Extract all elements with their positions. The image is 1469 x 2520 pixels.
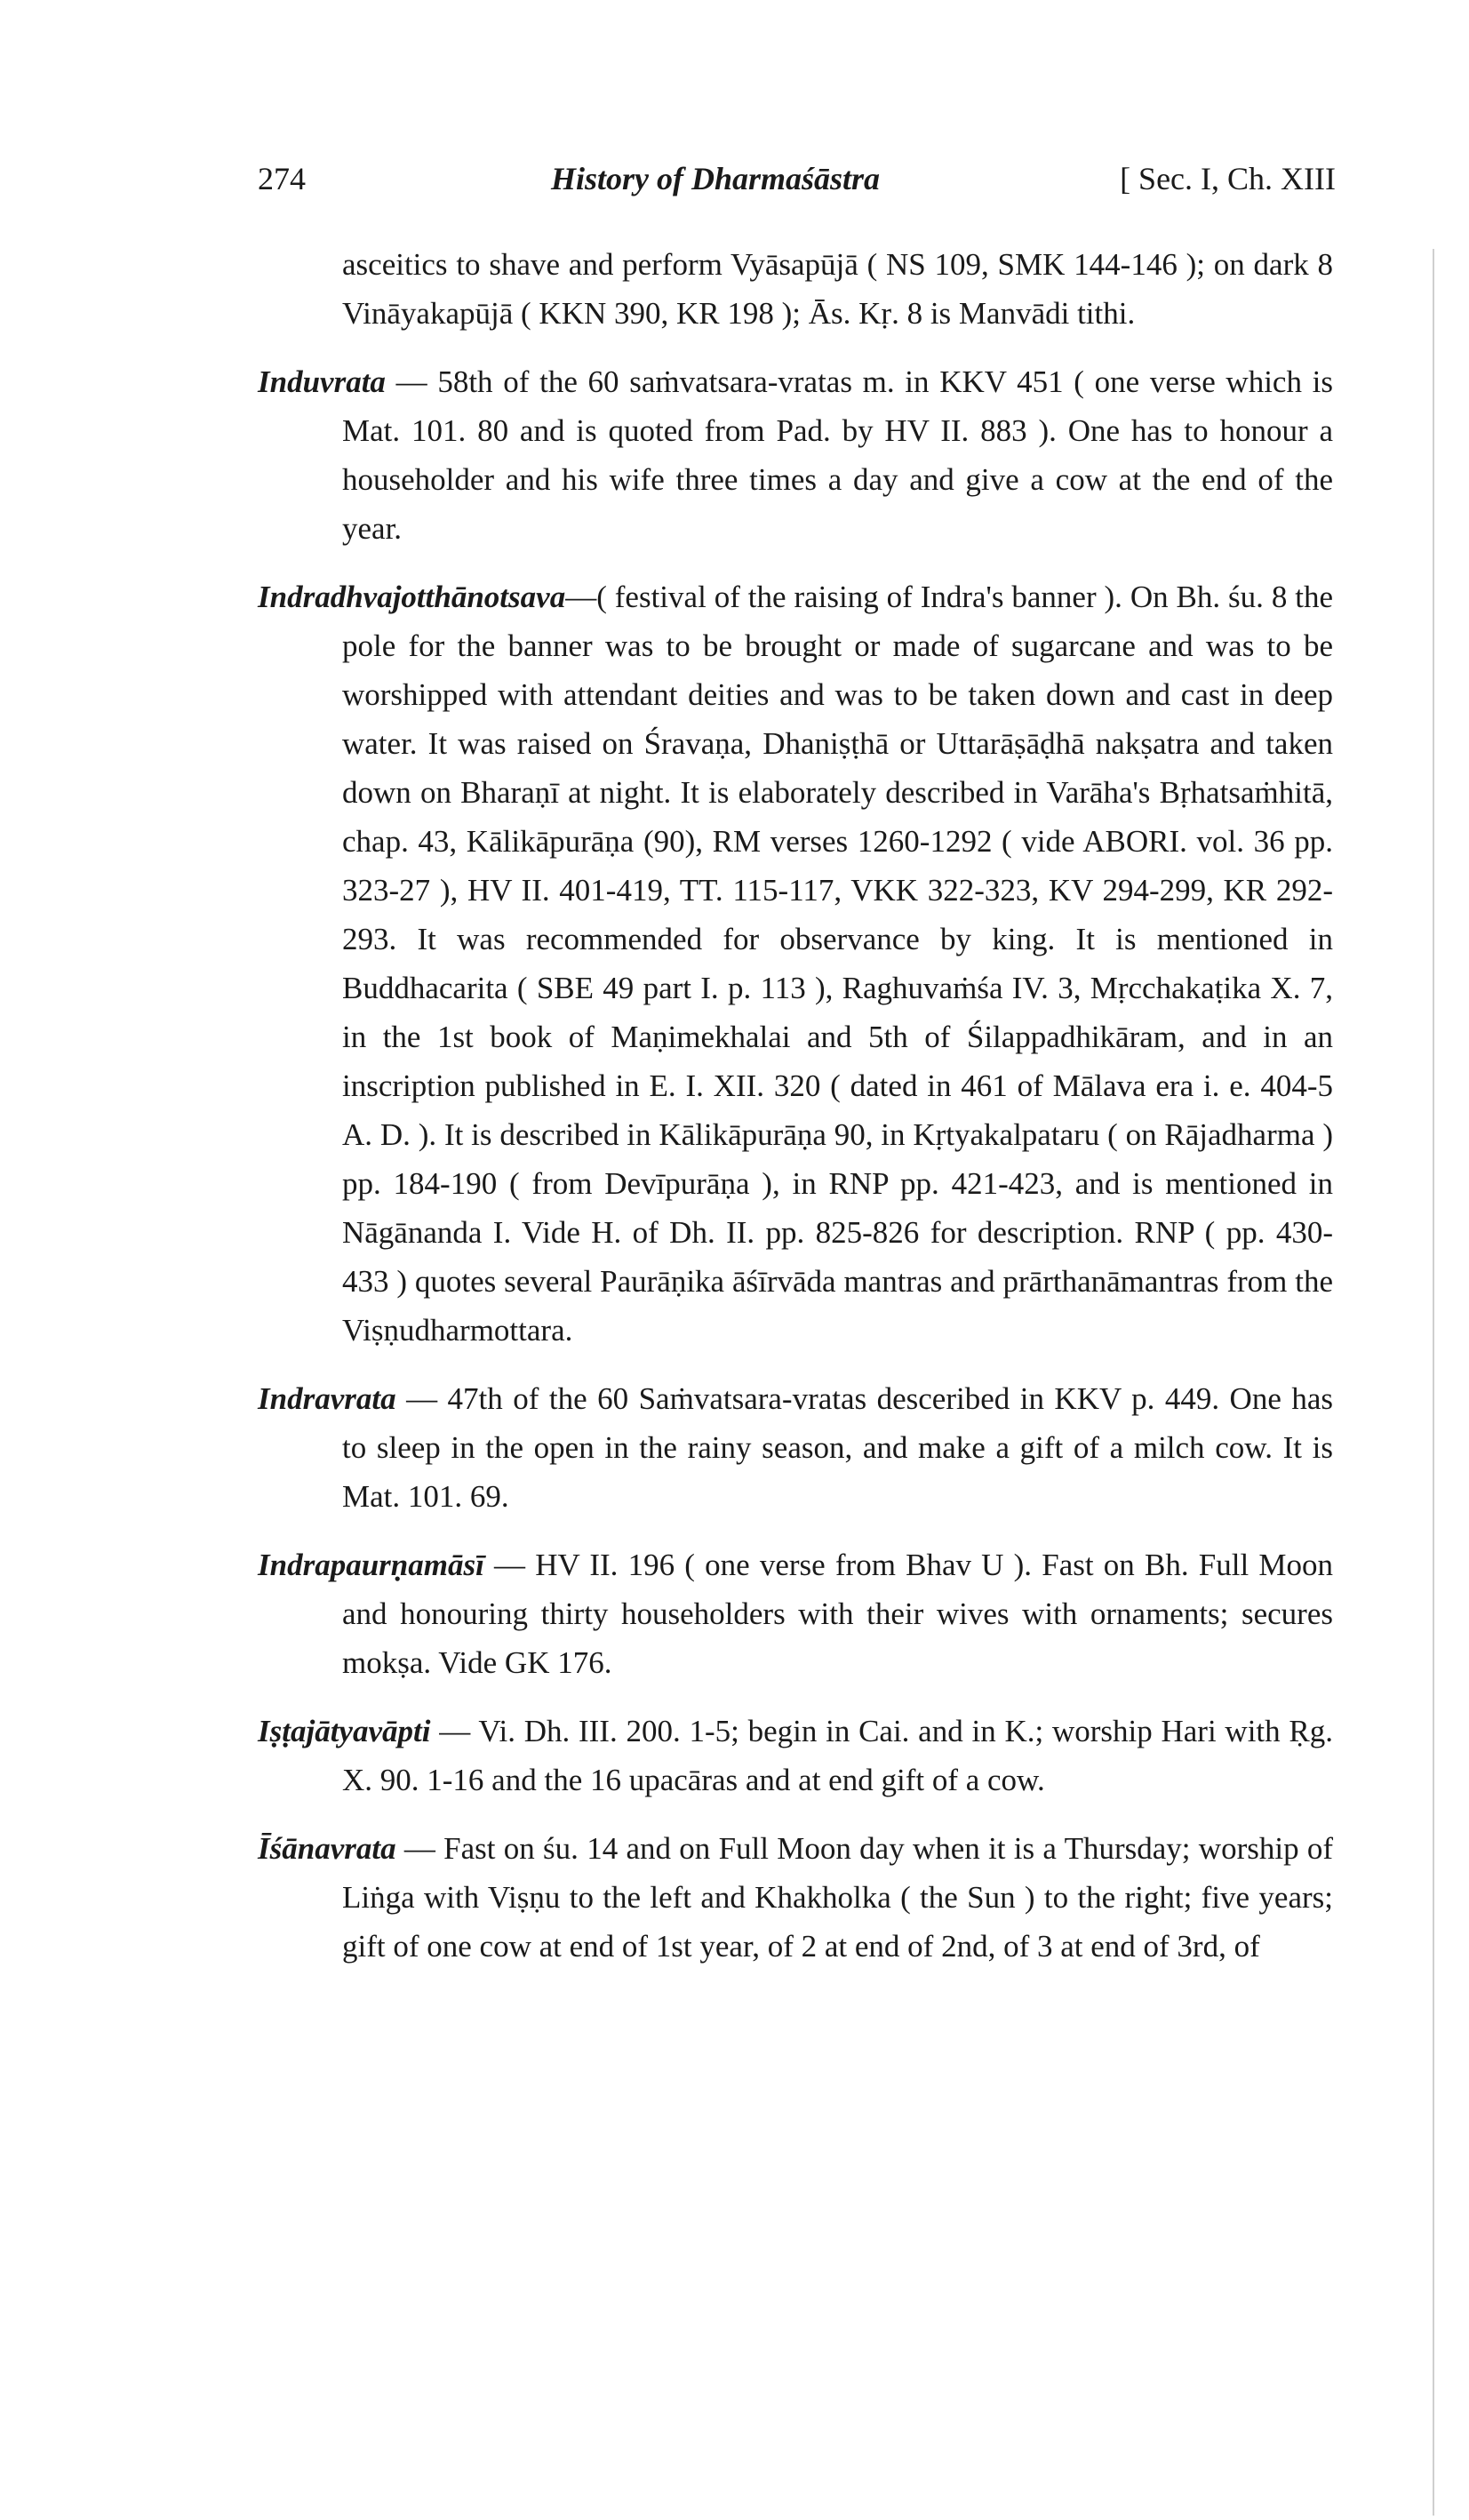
entry-headword: Īśānavrata [258, 1831, 396, 1866]
entry-dash: — [565, 580, 597, 614]
entry-text: Vi. Dh. III. 200. 1-5; begin in Cai. and in K.; worship Hari with Ṛg. X. 90. 1-16 and the 16 upacāras and at end gift of a cow. [342, 1714, 1333, 1797]
glossary-entries [258, 240, 1333, 1990]
entry-headword: Indravrata [258, 1381, 396, 1416]
entry-istajatyavapti [258, 1707, 1333, 1804]
page-number: 274 [258, 161, 306, 196]
entry-text: ( festival of the raising of Indra's banner ). On Bh. śu. 8 the pole for the banner was to be brought or made of sugarcane and was to be worshipped with attendant deities and was to be taken down and cast in deep water. It was raised on Śravaṇa, Dhaniṣṭhā or Uttarāṣāḍhā nakṣatra and taken down on Bharaṇī at night. It is elaborately described in Varāha's Bṛhatsaṁhitā, chap. 43, Kālikāpurāṇa (90), RM verses 1260-1292 ( vide ABORI. vol. 36 pp. 323-27 ), HV II. 401-419, TT. 115-117, VKK 322-323, KV 294-299, KR 292-293. It was recommended for observance by king. It is mentioned in Buddhacarita ( SBE 49 part I. p. 113 ), Raghuvaṁśa IV. 3, Mṛcchakaṭika X. 7, in the 1st book of Maṇimekhalai and 5th of Śilappadhikāram, and in an inscription published in E. I. XII. 320 ( dated in 461 of Mālava era i. e. 404-5 A. D. ). It is described in Kālikāpurāṇa 90, in Kṛtyakalpataru ( on Rājadharma ) pp. 184-190 ( from Devīpurāṇa ), in RNP pp. 421-423, and is mentioned in Nāgānanda I. Vide H. of Dh. II. pp. 825-826 for description. RNP ( pp. 430-433 ) quotes several Paurāṇika āśīrvāda mantras and prārthanāmantras from the Viṣṇudharmottara. [342, 580, 1333, 1348]
entry-headword: Indradhvajotthānotsava [258, 580, 566, 614]
entry-headword: Induvrata [258, 364, 386, 399]
page-edge-rule [1433, 249, 1434, 2516]
entry-text: HV II. 196 ( one verse from Bhav U ). Fast on Bh. Full Moon and honouring thirty householders with their wives with ornaments; secures mokṣa. Vide GK 176. [342, 1548, 1333, 1680]
entry-indravrata [258, 1374, 1333, 1521]
entry-indrapaurnamasi [258, 1540, 1333, 1687]
section-reference: [ Sec. I, Ch. XIII [1120, 161, 1336, 196]
entry-indradhvajotthanotsava [258, 572, 1333, 1355]
entry-dash: — [483, 1548, 536, 1582]
entry-headword: Iṣṭajātyavāpti [258, 1714, 431, 1748]
entry-text: Fast on śu. 14 and on Full Moon day when it is a Thursday; worship of Liṅga with Viṣṇu to the left and Khakholka ( the Sun ) to the right; five years; gift of one cow at end of 1st year, of 2 at end of 2nd, of 3 at end of 3rd, of [342, 1831, 1334, 1964]
entry-dash: — [395, 1381, 448, 1416]
entry-isanavrata [258, 1824, 1333, 1971]
entry-induvrata [258, 357, 1333, 553]
entry-dash: — [385, 364, 438, 399]
running-title: History of Dharmaśāstra [551, 161, 881, 196]
entry-headword: Indrapaurṇamāsī [258, 1548, 484, 1582]
entry-dash: — [430, 1714, 479, 1748]
entry-continuation [258, 240, 1333, 338]
entry-text: 58th of the 60 saṁvatsara-vratas m. in KKV 451 ( one verse which is Mat. 101. 80 and is quoted from Pad. by HV II. 883 ). One has to honour a householder and his wife three times a day and give a cow at the end of the year. [342, 364, 1334, 546]
entry-dash: — [395, 1831, 444, 1866]
entry-text: 47th of the 60 Saṁvatsara-vratas desceribed in KKV p. 449. One has to sleep in the open in the rainy season, and make a gift of a milch cow. It is Mat. 101. 69. [342, 1381, 1333, 1514]
entry-text: asceitics to shave and perform Vyāsapūjā ( NS 109, SMK 144-146 ); on dark 8 Vināyakapūjā ( KKN 390, KR 198 ); Ās. Kṛ. 8 is Manvādi tithi. [342, 247, 1333, 331]
running-header [258, 160, 1336, 213]
